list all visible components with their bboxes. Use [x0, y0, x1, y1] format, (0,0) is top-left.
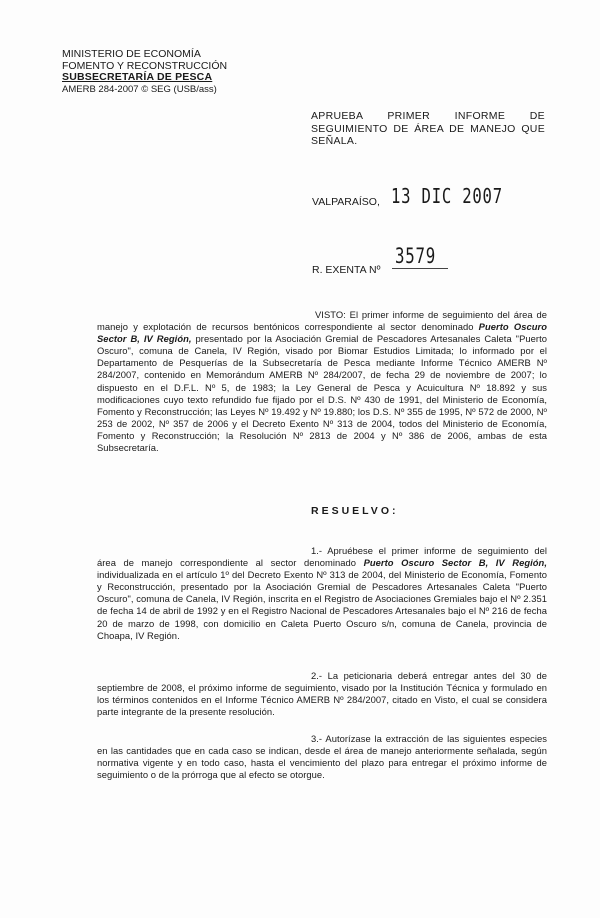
reference-code: AMERB 284-2007 © SEG (USB/ass) [62, 83, 217, 95]
item-1-lead: 1.- Apruébese el primer informe de seguimiento del área de manejo correspondiente al sector denominado [97, 545, 547, 569]
document-subject: APRUEBA PRIMER INFORME DE SEGUIMIENTO DE ÁREA DE MANEJO QUE SEÑALA. [311, 110, 545, 147]
item-2-paragraph [97, 670, 547, 718]
date-stamp: 13 DIC 2007 [391, 184, 503, 208]
place-label: VALPARAÍSO, [312, 196, 380, 208]
resolution-label: R. EXENTA Nº [312, 264, 381, 276]
number-underline [392, 268, 448, 269]
item-3-paragraph [97, 733, 547, 781]
visto-paragraph [97, 309, 547, 454]
item-1-rest: individualizada en el artículo 1º del Decreto Exento Nº 313 de 2004, del Ministerio de Economía, Fomento y Reconstrucción, presentado por la Asociación Gremial de Pescadores Artesanales Caleta "Puerto Oscuro", comuna de Canela, IV Región, inscrita en el Registro de Asociaciones Gremiales bajo el Nº 2.351 de fecha 14 de abril de 1992 y en el Registro Nacional de Pescadores Artesanales bajo el Nº 216 de fecha 20 de marzo de 1998, con domicilio en Caleta Puerto Oscuro s/n, comuna de Canela, provincia de Choapa, IV Región. [97, 569, 547, 641]
visto-text: El primer informe de seguimiento del área de manejo y explotación de recursos bentónicos correspondiente al sector denominado [97, 309, 547, 333]
ministry-line: MINISTERIO DE ECONOMÍA [62, 48, 201, 60]
visto-sector: Puerto Oscuro Sector B, IV Región, [97, 321, 547, 345]
visto-lead: VISTO: [315, 309, 346, 320]
issuer-header [62, 49, 232, 95]
resuelvo-heading: RESUELVO: [311, 505, 399, 517]
item-1-sector: Puerto Oscuro Sector B, IV Región, [363, 557, 547, 569]
item-1-paragraph [97, 545, 547, 642]
resolution-number: 3579 [395, 244, 436, 268]
visto-text-rest: presentado por la Asociación Gremial de Pescadores Artesanales Caleta "Puerto Oscuro", comuna de Canela, IV Región, visado por Biomar Estudios Limitada; lo informado por el Departamento de Pesquerías de la Subsecretaría de Pesca mediante Informe Técnico AMERB Nº 284/2007, contenido en Memorándum AMERB Nº 284/2007, de fecha 29 de noviembre de 2007; lo dispuesto en el D.F.L. Nº 5, de 1983; la Ley General de Pesca y Acuicultura Nº 18.892 y sus modificaciones cuyo texto refundido fue fijado por el D.S. Nº 430 de 1991, del Ministerio de Economía, Fomento y Reconstrucción; las Leyes Nº 19.492 y Nº 19.880; los D.S. Nº 355 de 1995, Nº 572 de 2000, Nº 253 de 2002, Nº 357 de 2006 y el Decreto Exento Nº 313 de 2004, todos del Ministerio de Economía, Fomento y Reconstrucción; la Resolución Nº 2813 de 2004 y Nº 386 de 2006, ambas de esta Subsecretaría. [97, 333, 547, 454]
undersecretary-line: SUBSECRETARÍA DE PESCA [62, 71, 213, 83]
item-3-text: 3.- Autorízase la extracción de las siguientes especies en las cantidades que en cada caso se indican, desde el área de manejo anteriormente señalada, según normativa vigente y en todo caso, hasta el vencimiento del plazo para entregar el próximo informe de seguimiento o de la prórroga que al efecto se otorgue. [97, 733, 547, 781]
item-2-text: 2.- La peticionaria deberá entregar antes del 30 de septiembre de 2008, el próximo informe de seguimiento, visado por la Institución Técnica y formulado en los términos contenidos en el Informe Técnico AMERB Nº 284/2007, citado en Visto, el cual se considera parte integrante de la presente resolución. [97, 670, 547, 718]
ministry-line: FOMENTO Y RECONSTRUCCIÓN [62, 59, 228, 72]
